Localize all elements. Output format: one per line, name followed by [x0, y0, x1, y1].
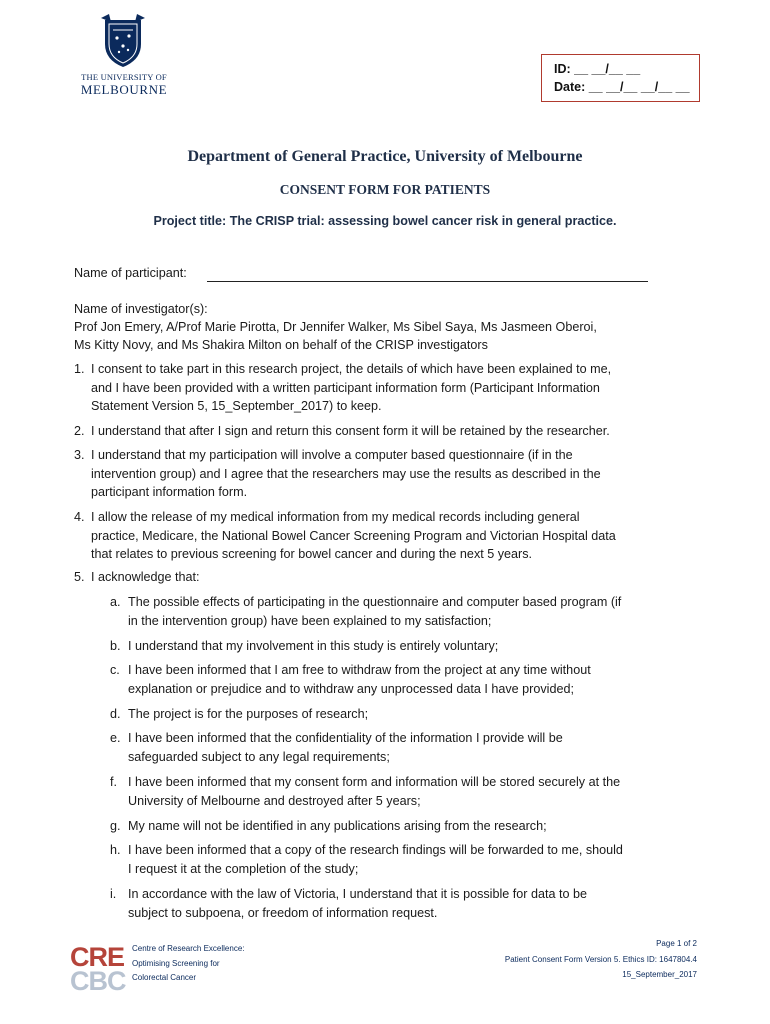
item-text: participant information form. — [91, 485, 248, 499]
crest-icon — [99, 14, 147, 68]
department-title: Department of General Practice, University of Melbourne — [187, 148, 583, 165]
logo-text-line1: THE UNIVERSITY OF — [81, 72, 167, 82]
centre-line: Colorectal Cancer — [132, 973, 197, 982]
subitem-letter: a. — [110, 595, 121, 609]
subitem-letter: b. — [110, 639, 121, 653]
form-version: Patient Consent Form Version 5. Ethics ID: 1647804.4 — [504, 955, 697, 964]
subitem-text: I have been informed that I am free to withdraw from the project at any time without — [128, 663, 591, 677]
item-number: 3. — [74, 448, 85, 462]
item-text: I acknowledge that: — [91, 570, 200, 584]
subitem-text: explanation or prejudice and to withdraw any unprocessed data I have provided; — [128, 681, 574, 696]
form-title: CONSENT FORM FOR PATIENTS — [279, 182, 491, 197]
cbc-logo-text: CBC — [70, 966, 126, 996]
item-number: 4. — [74, 510, 85, 524]
investigators-label: Name of investigator(s): — [74, 302, 208, 316]
subitem-letter: f. — [110, 775, 117, 789]
subitem-letter: c. — [110, 663, 120, 677]
subitem-text: safeguarded subject to any legal requirements; — [128, 749, 390, 764]
subitem-text: I have been informed that a copy of the research findings will be forwarded to me, should — [128, 843, 623, 857]
centre-line: Centre of Research Excellence: — [132, 944, 245, 953]
cre-logo-text: CRE — [70, 942, 125, 972]
investigators-line: Ms Kitty Novy, and Ms Shakira Milton on behalf of the CRISP investigators — [74, 338, 488, 352]
item-text: I understand that after I sign and return this consent form it will be retained by the researcher. — [91, 424, 610, 438]
subitem-text: The possible effects of participating in the questionnaire and computer based program (if — [128, 595, 622, 609]
item-text: I allow the release of my medical information from my medical records including general — [91, 510, 580, 524]
item-text: Statement Version 5, 15_September_2017) to keep. — [91, 399, 382, 413]
subitem-letter: d. — [110, 707, 121, 721]
subitem-text: I have been informed that the confidentiality of the information I provide will be — [128, 731, 563, 745]
project-title: Project title: The CRISP trial: assessing bowel cancer risk in general practice. — [153, 214, 617, 228]
subitem-letter: i. — [110, 887, 117, 901]
logo-text-line2: MELBOURNE — [80, 82, 168, 97]
subitem-text: In accordance with the law of Victoria, I understand that it is possible for data to be — [128, 887, 588, 901]
subitem-letter: h. — [110, 843, 121, 857]
subitem-text: I request it at the completion of the study; — [128, 861, 359, 876]
item-text: I understand that my participation will involve a computer based questionnaire (if in the — [91, 448, 573, 462]
subitem-text: My name will not be identified in any publications arising from the research; — [128, 819, 547, 833]
subitem-letter: g. — [110, 819, 121, 833]
item-number: 5. — [74, 570, 85, 584]
page-number: Page 1 of 2 — [656, 939, 697, 948]
subitem-letter: e. — [110, 731, 121, 745]
id-date-box — [541, 54, 700, 102]
participant-label: Name of participant: — [74, 266, 187, 280]
id-field[interactable]: ID: __ __/__ __ — [554, 62, 641, 76]
item-text: I consent to take part in this research project, the details of which have been explained to me, — [91, 362, 612, 376]
subitem-text: in the intervention group) have been explained to my satisfaction; — [128, 613, 492, 628]
item-number: 2. — [74, 424, 85, 438]
subitem-text: I have been informed that my consent form and information will be stored securely at the — [128, 775, 621, 789]
subitem-text: The project is for the purposes of research; — [128, 707, 369, 721]
participant-name-field[interactable] — [207, 281, 648, 282]
subitem-text: University of Melbourne and destroyed after 5 years; — [128, 793, 421, 808]
subitem-text: I understand that my involvement in this study is entirely voluntary; — [128, 639, 499, 653]
subitem-text: subject to subpoena, or freedom of information request. — [128, 905, 438, 920]
version-date: 15_September_2017 — [622, 970, 697, 979]
item-text: that relates to previous screening for bowel cancer and during the next 5 years. — [91, 547, 533, 561]
item-number: 1. — [74, 362, 85, 376]
centre-line: Optimising Screening for — [132, 959, 220, 968]
item-text: and I have been provided with a written participant information form (Participant Information — [91, 380, 600, 395]
investigators-line: Prof Jon Emery, A/Prof Marie Pirotta, Dr Jennifer Walker, Ms Sibel Saya, Ms Jasmeen Oberoi, — [74, 320, 597, 334]
date-field[interactable]: Date: __ __/__ __/__ __ — [554, 80, 690, 94]
item-text: intervention group) and I agree that the researchers may use the results as described in the — [91, 466, 601, 481]
item-text: practice, Medicare, the National Bowel Cancer Screening Program and Victorian Hospital data — [91, 528, 616, 543]
